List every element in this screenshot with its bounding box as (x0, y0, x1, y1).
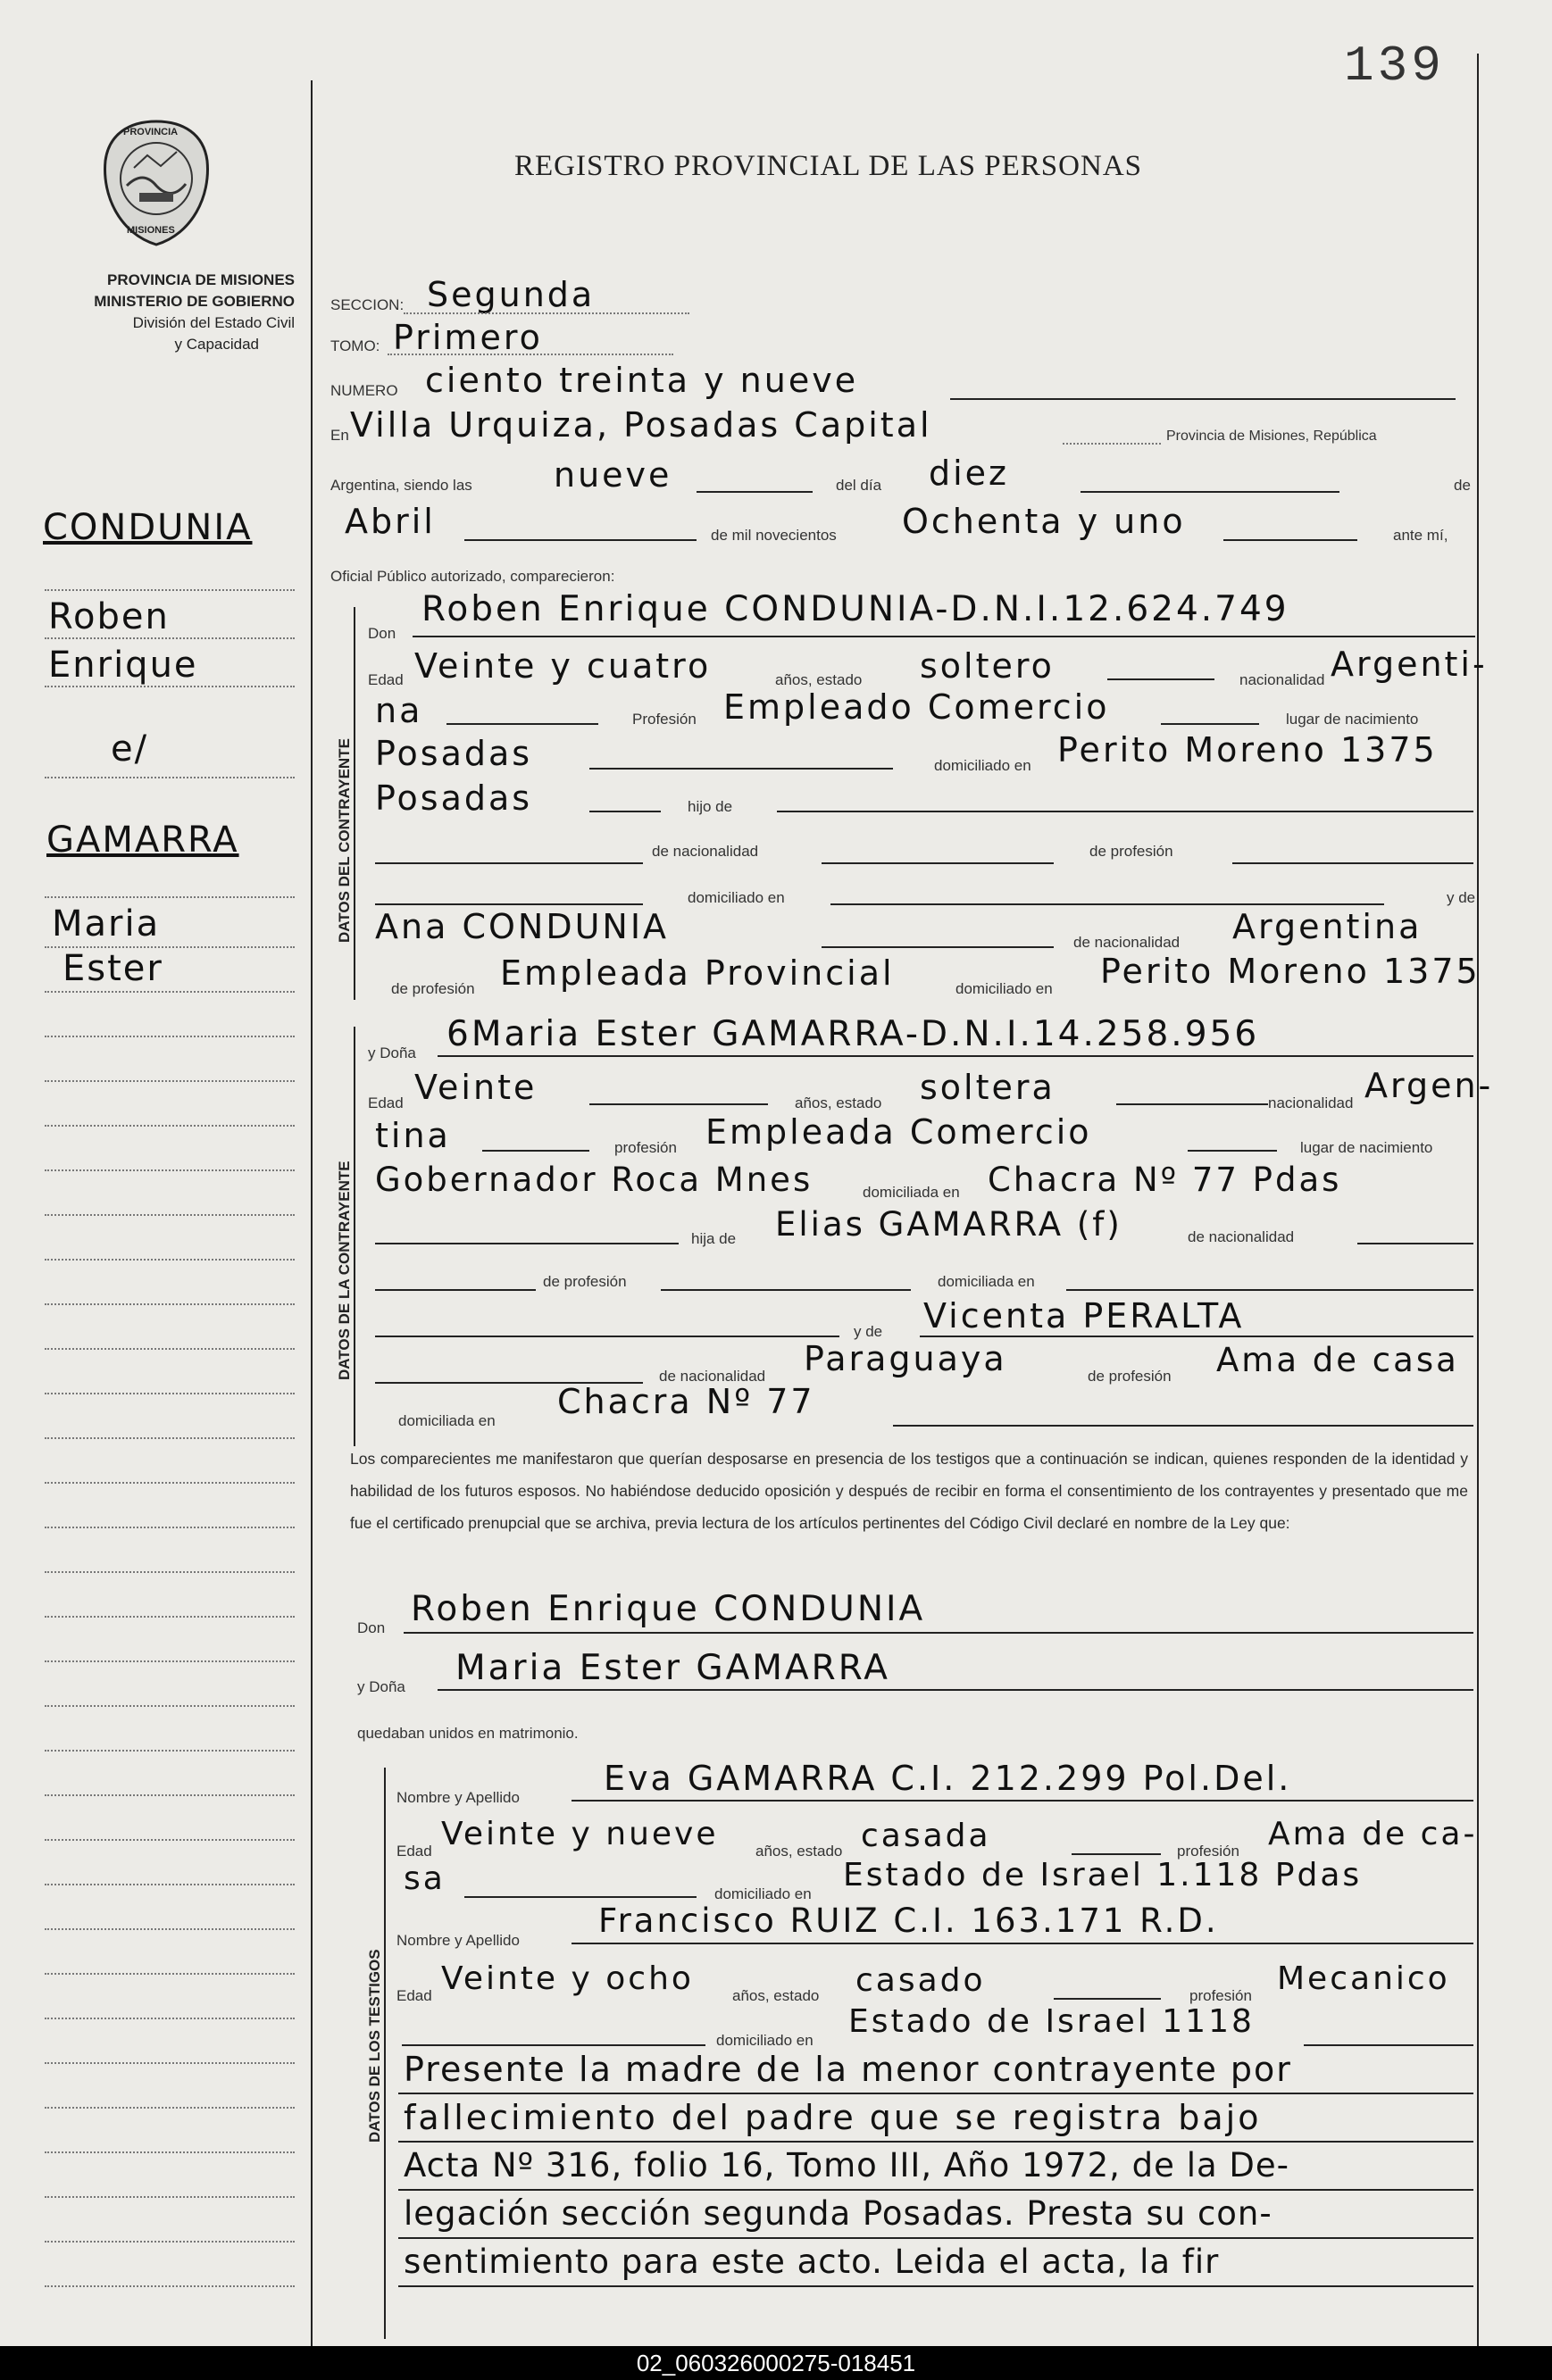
label-y-de-2: y de (854, 1323, 883, 1340)
value-testigo2: Francisco RUIZ C.I. 163.171 R.D. (598, 1902, 1219, 1940)
label-anos-estado-3: años, estado (755, 1843, 843, 1860)
margin-given-1a: Roben (48, 596, 170, 637)
value-testigo2-edad: Veinte y ocho (441, 1960, 694, 1997)
value-numero: ciento treinta y nueve (425, 361, 859, 400)
value-tomo: Primero (393, 318, 543, 357)
value-testigo1-edad: Veinte y nueve (441, 1816, 719, 1852)
label-edad-3: Edad (396, 1843, 432, 1860)
value-madre-novia-nac: Paraguaya (804, 1339, 1007, 1378)
label-y-dona-1: y Doña (368, 1044, 416, 1061)
note-line-5: sentimiento para este acto. Leida el acta, la fir (404, 2243, 1220, 2281)
label-edad-4: Edad (396, 1987, 432, 2004)
margin-connector: e/ (111, 728, 149, 770)
note-line-1: Presente la madre de la menor contrayente por (404, 2050, 1292, 2089)
label-don-1: Don (368, 625, 396, 642)
contrayente1-bracket (354, 607, 355, 1000)
value-novia-domicilio: Chacra Nº 77 Pdas (988, 1161, 1342, 1199)
label-de-nacionalidad-3: de nacionalidad (1188, 1228, 1295, 1245)
value-testigo1-dom: Estado de Israel 1.118 Pdas (843, 1857, 1363, 1893)
label-argentina-siendo: Argentina, siendo las (330, 477, 472, 494)
label-edad-1: Edad (368, 671, 404, 688)
value-madre-novia-prof: Ama de casa (1216, 1341, 1459, 1379)
value-novia-nac-a: Argen- (1364, 1066, 1494, 1105)
side-label-contrayente1: DATOS DEL CONTRAYENTE (336, 738, 353, 943)
label-domiciliado-3: domiciliado en (955, 980, 1053, 997)
value-madre-novio: Ana CONDUNIA (375, 907, 670, 946)
label-y-de-1: y de (1447, 889, 1476, 906)
value-testigo1-estado: casada (861, 1818, 991, 1854)
value-novia-profesion: Empleada Comercio (705, 1112, 1092, 1152)
label-domiciliada-3: domiciliada en (398, 1412, 496, 1429)
contrayente2-bracket (354, 1027, 355, 1446)
note-line-2: fallecimiento del padre que se registra bajo (404, 2098, 1262, 2137)
value-novio-estado: soltero (920, 646, 1055, 686)
side-label-testigos: DATOS DE LOS TESTIGOS (366, 1949, 383, 2143)
label-edad-2: Edad (368, 1094, 404, 1111)
label-provincia: Provincia de Misiones, República (1166, 429, 1377, 444)
value-novio-profesion: Empleado Comercio (723, 687, 1110, 727)
footer-doc-id: 02_060326000275-018451 (636, 2350, 916, 2376)
label-en: En (330, 427, 349, 444)
value-madre-novia-dom: Chacra Nº 77 (557, 1382, 815, 1421)
right-border (1477, 54, 1479, 2348)
label-ante-mi: ante mí, (1393, 527, 1448, 544)
label-de-nacionalidad-2: de nacionalidad (1073, 934, 1181, 951)
label-domiciliada-2: domiciliada en (938, 1273, 1035, 1290)
value-padre-novia: Elias GAMARRA (f) (775, 1205, 1122, 1244)
value-novia-nombre: 6Maria Ester GAMARRA-D.N.I.14.258.956 (446, 1014, 1260, 1054)
note-line-3: Acta Nº 316, folio 16, Tomo III, Año 1972, de la De- (404, 2146, 1290, 2184)
value-novio-domicilio: Perito Moreno 1375 (1057, 730, 1438, 770)
value-novio-lugar-nac: Posadas (375, 734, 533, 773)
label-lugar-nac-1: lugar de nacimiento (1286, 711, 1419, 728)
value-novia-nac-b: tina (375, 1116, 451, 1155)
label-de-profesion-1: de profesión (1089, 843, 1173, 860)
label-anos-estado-4: años, estado (732, 1987, 820, 2004)
label-domiciliado-4: domiciliado en (714, 1885, 812, 1902)
label-lugar-nac-2: lugar de nacimiento (1300, 1139, 1433, 1156)
label-profesion-1: Profesión (632, 711, 697, 728)
label-de-1: de (1454, 477, 1471, 494)
margin-divider (311, 80, 313, 2348)
note-line-4: legación sección segunda Posadas. Presta su con- (404, 2194, 1272, 2233)
margin-surname-1: CONDUNIA (43, 507, 253, 548)
label-del-dia: del día (836, 477, 882, 494)
value-dia: diez (929, 454, 1010, 493)
value-novio-edad: Veinte y cuatro (414, 646, 712, 686)
label-y-dona-2: y Doña (357, 1678, 405, 1695)
page-number: 139 (1344, 37, 1445, 95)
label-nacionalidad-2: nacionalidad (1268, 1094, 1354, 1111)
label-oficial: Oficial Público autorizado, comparecieron: (330, 568, 615, 585)
value-seccion: Segunda (427, 275, 596, 314)
label-profesion-3: profesión (1177, 1843, 1239, 1860)
value-anio: Ochenta y uno (902, 502, 1186, 541)
org-block (18, 270, 295, 355)
label-de-mil: de mil novecientos (711, 527, 837, 544)
value-testigo1-prof-b: sa (404, 1860, 446, 1897)
testigos-bracket (384, 1768, 386, 2339)
value-madre-novio-nac: Argentina (1232, 907, 1423, 946)
value-novio-nac-a: Argenti- (1331, 645, 1488, 684)
margin-given-2b: Ester (63, 948, 163, 989)
org-division: División del Estado Civil (132, 314, 295, 331)
label-profesion-4: profesión (1189, 1987, 1252, 2004)
label-domiciliado-2: domiciliado en (688, 889, 785, 906)
value-testigo1-prof-a: Ama de ca- (1268, 1816, 1478, 1852)
value-testigo2-dom: Estado de Israel 1118 (848, 2003, 1255, 2040)
label-profesion-2: profesión (614, 1139, 677, 1156)
margin-surname-2: GAMARRA (46, 820, 239, 861)
legal-paragraph: Los comparecientes me manifestaron que querían desposarse en presencia de los testigos que a continuación se indican, quienes responden de la identidad y habilidad de los futuros esposos. No habiéndose deducido oposición y después de recibir en forma el consentimiento de los contrayentes y presentado que me fue el certificado prenupcial que se archiva, previa lectura de los artículos pertinentes del Código Civil declaré en nombre de la Ley que: (350, 1450, 1468, 1532)
value-madre-novia: Vicenta PERALTA (923, 1296, 1245, 1336)
document-title: REGISTRO PROVINCIAL DE LAS PERSONAS (514, 150, 1143, 182)
label-domiciliada-1: domiciliada en (863, 1184, 960, 1201)
value-novio-nombre: Roben Enrique CONDUNIA-D.N.I.12.624.749 (421, 589, 1289, 629)
value-mes: Abril (345, 502, 436, 541)
value-decl-novia: Maria Ester GAMARRA (455, 1648, 890, 1688)
org-ministry: MINISTERIO DE GOBIERNO (94, 293, 295, 310)
label-anos-estado-1: años, estado (775, 671, 863, 688)
value-testigo2-prof: Mecanico (1277, 1960, 1450, 1997)
value-novia-lugar-nac: Gobernador Roca Mnes (375, 1161, 814, 1199)
value-madre-novio-prof: Empleada Provincial (500, 953, 895, 993)
value-novio-domicilio-b: Posadas (375, 778, 533, 818)
label-quedaban: quedaban unidos en matrimonio. (357, 1725, 579, 1742)
label-de-profesion-3: de profesión (543, 1273, 627, 1290)
label-nombre-1: Nombre y Apellido (396, 1789, 520, 1806)
label-hija-de: hija de (691, 1230, 737, 1247)
label-de-nacionalidad-1: de nacionalidad (652, 843, 759, 860)
label-don-2: Don (357, 1619, 386, 1636)
label-de-profesion-2: de profesión (391, 980, 475, 997)
label-tomo: TOMO: (330, 337, 380, 354)
label-domiciliado-1: domiciliado en (934, 757, 1031, 774)
value-novio-nac-b: na (375, 691, 423, 730)
value-testigo1: Eva GAMARRA C.I. 212.299 Pol.Del. (604, 1759, 1292, 1798)
seal-text-top: PROVINCIA (123, 127, 179, 137)
value-testigo2-estado: casado (855, 1962, 986, 1999)
label-hijo-de: hijo de (688, 798, 733, 815)
label-de-profesion-4: de profesión (1088, 1368, 1172, 1385)
seal-text-bottom: MISIONES (127, 225, 175, 236)
label-de-nacionalidad-4: de nacionalidad (659, 1368, 766, 1385)
value-hora: nueve (554, 455, 672, 495)
value-madre-novio-dom: Perito Moreno 1375 (1100, 952, 1481, 991)
value-novia-estado: soltera (920, 1068, 1056, 1107)
margin-given-2a: Maria (52, 903, 161, 945)
label-nombre-2: Nombre y Apellido (396, 1932, 520, 1949)
label-nacionalidad-1: nacionalidad (1239, 671, 1325, 688)
value-decl-novio: Roben Enrique CONDUNIA (411, 1589, 926, 1629)
label-anos-estado-2: años, estado (795, 1094, 882, 1111)
label-seccion: SECCION: (330, 296, 405, 313)
org-province: PROVINCIA DE MISIONES (106, 271, 295, 288)
value-lugar: Villa Urquiza, Posadas Capital (350, 405, 932, 445)
margin-given-1b: Enrique (48, 645, 198, 686)
value-novia-edad: Veinte (414, 1068, 538, 1107)
side-label-contrayente2: DATOS DE LA CONTRAYENTE (336, 1161, 353, 1380)
org-capacity: y Capacidad (174, 336, 259, 353)
label-numero: NUMERO (330, 382, 398, 399)
label-domiciliado-5: domiciliado en (716, 2032, 814, 2049)
